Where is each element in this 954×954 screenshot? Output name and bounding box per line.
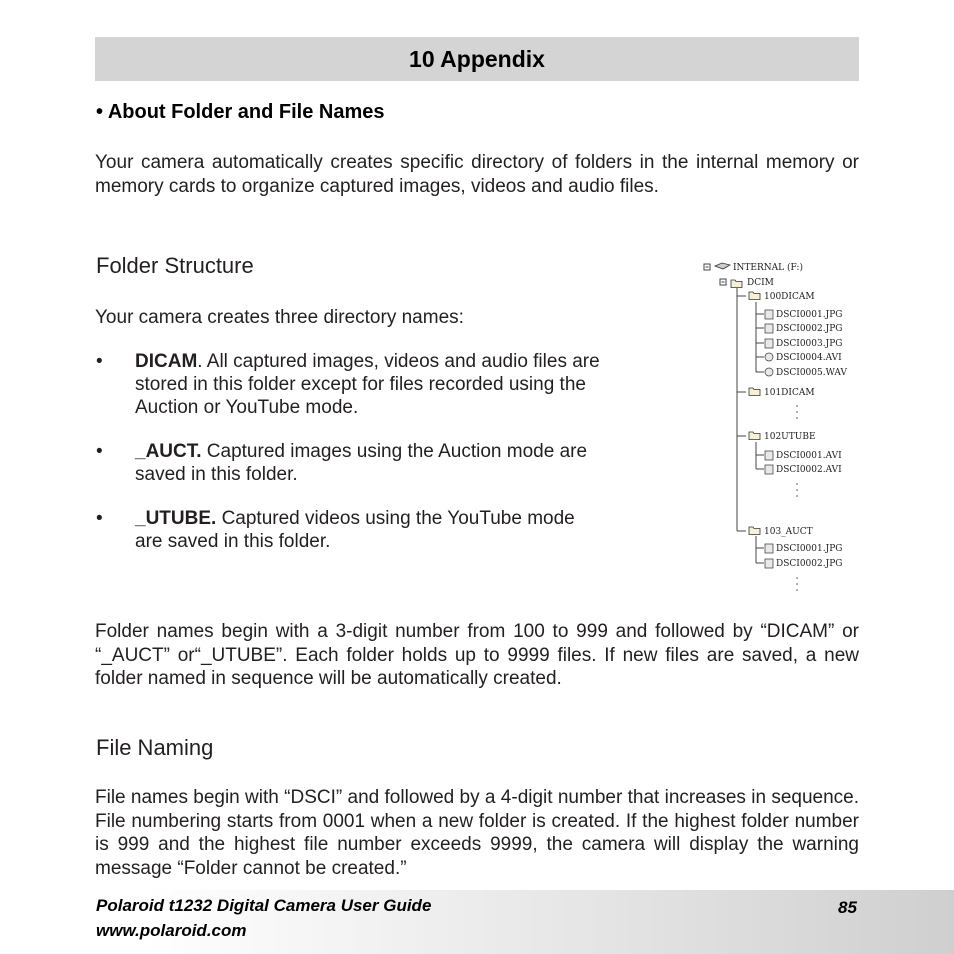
section-title: • About Folder and File Names [96,101,385,123]
video-file-icon [765,451,773,460]
page-number: 85 [838,898,857,917]
bullet-mark: • [96,441,103,462]
bullet-mark: • [96,351,103,372]
bullet-term: DICAM [135,351,198,372]
tree-dcim-label: DCIM [747,278,774,288]
video-file-icon [765,353,773,361]
tree-file-label: DSCI0001.JPG [776,310,843,320]
drive-icon [715,263,730,269]
folder-icon [749,292,760,300]
image-file-icon [765,544,773,553]
tree-file-label: DSCI0002.AVI [776,465,842,475]
folder-names-paragraph: Folder names begin with a 3-digit number from 100 to 999 and followed by “DICAM” or “_AUCT” or“_UTUBE”. Each folder holds up to 9999 files. If new files are saved, a new folder named in sequence will be automatically created. [95,621,859,689]
footer-url: www.polaroid.com [96,921,247,940]
file-naming-paragraph: File names begin with “DSCI” and followed by a 4-digit number that increases in sequence. File numbering starts from 0001 when a new folder is created. If the highest folder number is 999 and the highest file number exceeds 9999, the camera will display the warning message “Folder cannot be created.” [95,787,859,879]
folder-icon [749,432,760,440]
video-file-icon [765,465,773,474]
intro-paragraph: Your camera automatically creates specific directory of folders in the internal memory or memory cards to organize captured images, videos and audio files. [95,152,859,197]
image-file-icon [765,324,773,333]
image-file-icon [765,559,773,568]
tree-file-label: DSCI0002.JPG [776,559,843,569]
bullet-term: _AUCT. [135,441,202,462]
tree-file-label: DSCI0003.JPG [776,339,843,349]
tree-root-label: INTERNAL (F:) [733,263,803,273]
audio-file-icon [765,368,773,376]
tree-file-label: DSCI0001.AVI [776,451,842,461]
tree-file-label: DSCI0005.WAV [776,368,847,378]
bullet-desc: Captured videos using the YouTube mode are saved in this folder. [135,508,575,552]
tree-folder-label: 101DICAM [764,388,815,398]
tree-file-label: DSCI0001.JPG [776,544,843,554]
bullet-term: _UTUBE. [135,508,217,529]
folder-structure-heading: Folder Structure [96,253,254,278]
bullet-desc: . All captured images, videos and audio files are stored in this folder except for files recorded using the Auction or YouTube mode. [135,351,600,418]
folder-icon [749,527,760,535]
file-naming-heading: File Naming [96,735,214,760]
footer-guide-title: Polaroid t1232 Digital Camera User Guide [96,896,432,915]
tree-file-label: DSCI0004.AVI [776,353,842,363]
image-file-icon [765,310,773,319]
image-file-icon [765,339,773,348]
tree-folder-label: 102UTUBE [764,432,816,442]
folder-icon [749,388,760,396]
page-footer [0,890,954,954]
folder-structure-lead: Your camera creates three directory names: [95,307,464,328]
tree-folder-label: 100DICAM [764,292,815,302]
folder-tree-figure [700,258,860,598]
bullet-mark: • [96,508,103,529]
folder-icon [731,280,742,288]
tree-file-label: DSCI0002.JPG [776,324,843,334]
bullet-desc: Captured images using the Auction mode are saved in this folder. [135,441,588,485]
chapter-header [95,37,859,81]
tree-folder-label: 103_AUCT [764,527,813,537]
chapter-title: 10 Appendix [409,45,545,72]
